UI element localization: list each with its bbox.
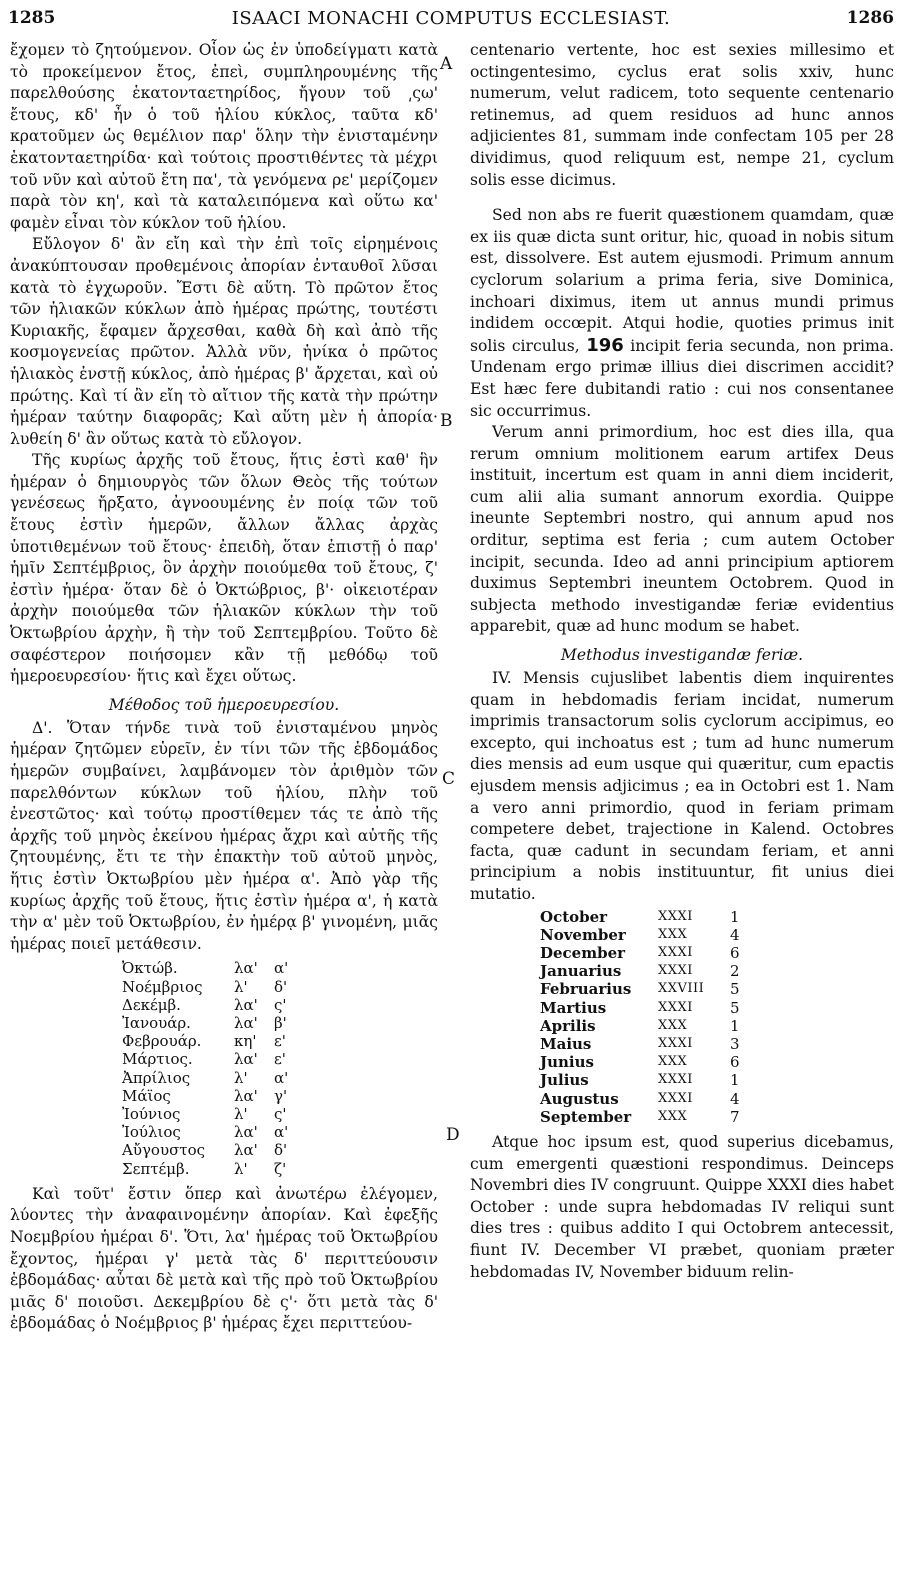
- month-days: XXXI: [658, 908, 693, 924]
- month-days: XXX: [658, 1054, 688, 1070]
- month-epact: 6: [730, 1053, 740, 1072]
- table-row: [540, 1053, 750, 1071]
- latin-month-table: [540, 908, 750, 1126]
- month-name: Ἰούνιος: [122, 1104, 181, 1123]
- margin-marker-d: D: [446, 1125, 460, 1145]
- greek-paragraph: Εὔλογον δ' ἂν εἴη καὶ τὴν ἐπὶ τοῖς εἰρημένοις ἀνακύπτουσαν προθεμένοις ἀπορίαν ἐνταυθοῖ λῦσαι κατὰ τὸ ἐγχωροῦν. Ἔστι δὲ αὕτη. Τὸ πρῶτον ἔτος τῶν ἡλιακῶν κύκλων ἀπὸ ἡμέρας πρώτης, τουτέστι Κυριακῆς, ἔφαμεν ἄρχεσθαι, καθὰ δὴ καὶ ἀπὸ τῆς κοσμογενείας πρῶτον. Ἀλλὰ νῦν, ἡνίκα ὁ πρῶτος ἡλιακὸς ἐνστῇ κύκλος, ἀπὸ ἡμέρας β' ἄρχεται, καὶ οὐ πρώτης. Καὶ τί ἂν εἴη τὸ αἴτιον τῆς κατὰ τὴν πρώτην ἡμέραν ταύτην διαφορᾶς; Καὶ αὕτη μὲν ἡ ἀπορία· λυθείη δ' ἂν οὕτως κατὰ τὸ εὔλογον.: [10, 235, 438, 448]
- month-days: λα': [234, 1141, 258, 1160]
- greek-paragraph: Τῆς κυρίως ἀρχῆς τοῦ ἔτους, ἥτις ἐστὶ καθ' ἣν ἡμέραν ὁ δημιουργὸς τῶν ὅλων Θεὸς τῆς τούτων γενέσεως ἤρξατο, ἀγνοουμένης ἐν ποίᾳ τῶν τοῦ ἔτους ἐστὶν ἡμερῶν, ἄλλων ἄλλας ἀρχὰς ὑποτιθεμένων τοῦ ἔτους· ἐπειδὴ, ὅταν ἐπιστῇ ὁ παρ' ἡμῖν Σεπτέμβριος, ὃν ἀρχὴν ποιούμεθα τοῦ ἔτους, ζ' ἐστὶν ἡμέρα· ὅταν δὲ ὁ Ὀκτώβριος, β'· οἰκειοτέραν ἀρχὴν ποιούμεθα τῶν ἡλιακῶν κύκλων τὴν τοῦ Ὀκτωβρίου ἀρχὴν, ἢ τὴν τοῦ Σεπτεμβρίου. Τοῦτο δὲ σαφέστερον ποιήσομεν κἂν τῇ μεθόδῳ τοῦ ἡμεροευρεσίου· ἥτις καὶ ἔχει οὕτως.: [10, 451, 438, 686]
- latin-paragraph: [470, 205, 894, 422]
- table-row: [122, 996, 288, 1014]
- month-name: Martius: [540, 998, 607, 1017]
- month-epact: 1: [730, 1071, 740, 1090]
- month-name: Junius: [540, 1053, 594, 1072]
- month-epact: ζ': [274, 1159, 287, 1178]
- month-name: Μάρτιος.: [122, 1050, 193, 1069]
- latin-section-heading: Methodus investigandæ feriæ.: [560, 646, 804, 665]
- latin-paragraph: Verum anni primordium, hoc est dies illa, qua rerum omnium molitionem earum artifex Deus instituit, incertum est quam in anni diem inciderit, cum alii alia sumant annorum exordia. Quippe ineunte Septembri nostro, qui annum apud nos orditur, septima est feria ; cum autem October incipit, secunda. Ideo ad anni principium aptiorem duximus Septembri ineuntem Octobrem. Quod in subjecta methodo investigandæ feriæ evidentius apparebit, quæ ad hunc modum se habet.: [470, 423, 894, 636]
- month-days: λα': [234, 1123, 258, 1142]
- table-row: [540, 926, 750, 944]
- table-row: [540, 1071, 750, 1089]
- month-epact: β': [274, 1013, 287, 1032]
- month-name: Φεβρουάρ.: [122, 1032, 202, 1051]
- latin-paragraph-end: incipit feria secunda, non prima. Undenam ergo primæ illius diei discrimen accidit? Est hæc fere dubitandi ratio : cui nos consentanee sic occurrimus.: [470, 336, 894, 420]
- month-name: Aprilis: [540, 1016, 596, 1035]
- margin-marker-a: A: [440, 54, 453, 74]
- table-row: [540, 1108, 750, 1126]
- table-row: [540, 999, 750, 1017]
- month-epact: 5: [730, 998, 740, 1017]
- page-number-left: 1285: [8, 8, 56, 28]
- table-row: [122, 978, 288, 996]
- table-row: [122, 1160, 288, 1178]
- month-epact: α': [274, 959, 289, 978]
- month-days: λ': [234, 1104, 248, 1123]
- month-days: XXXI: [658, 999, 693, 1015]
- month-days: XXXI: [658, 1072, 693, 1088]
- greek-column: [10, 40, 438, 1335]
- month-days: XXXI: [658, 963, 693, 979]
- table-row: [540, 944, 750, 962]
- table-row: [122, 959, 288, 977]
- month-name: Augustus: [540, 1089, 619, 1108]
- month-epact: 4: [730, 1089, 740, 1108]
- month-name: Maius: [540, 1034, 592, 1053]
- month-epact: 1: [730, 907, 740, 926]
- month-name: Februarius: [540, 980, 632, 999]
- table-row: [122, 1141, 288, 1159]
- table-row: [540, 908, 750, 926]
- month-days: λ': [234, 1159, 248, 1178]
- month-days: XXXI: [658, 944, 693, 960]
- table-row: [122, 1105, 288, 1123]
- margin-marker-b: B: [440, 411, 453, 431]
- greek-section-heading: Μέθοδος τοῦ ἡμεροευρεσίου.: [108, 695, 340, 714]
- month-days: XXX: [658, 1017, 688, 1033]
- month-epact: δ': [274, 977, 288, 996]
- month-name: Ἀπρίλιος: [122, 1068, 191, 1087]
- month-days: λα': [234, 1013, 258, 1032]
- table-row: [122, 1050, 288, 1068]
- month-epact: 6: [730, 943, 740, 962]
- month-name: September: [540, 1107, 632, 1126]
- month-epact: 3: [730, 1034, 740, 1053]
- page-header: [0, 8, 902, 36]
- latin-paragraph: Atque hoc ipsum est, quod superius dicebamus, cum emergenti quæstioni respondimus. Deinceps Novembri dies IV congruunt. Quippe XXXI dies habet October : unde supra hebdomadas IV reliqui sunt dies tres : quibus addito I qui Octobrem antecessit, fiunt IV. December VI præbet, quoniam præter hebdomadas IV, November biduum relin-: [470, 1133, 894, 1281]
- month-days: λα': [234, 1050, 258, 1069]
- month-epact: ε': [274, 1050, 286, 1069]
- month-days: XXVIII: [658, 981, 705, 997]
- month-epact: α': [274, 1068, 289, 1087]
- month-days: λ': [234, 1068, 248, 1087]
- month-name: Ὀκτώβ.: [122, 959, 178, 978]
- table-row: [540, 1017, 750, 1035]
- table-row: [122, 1014, 288, 1032]
- table-row: [122, 1123, 288, 1141]
- month-name: Σεπτέμβ.: [122, 1159, 190, 1178]
- greek-paragraph: ἔχομεν τὸ ζητούμενον. Οἷον ὡς ἐν ὑποδείγματι κατὰ τὸ προκείμενον ἔτος, ἐπεὶ, συμπληρουμένης τῆς παρελθούσης ἑκατονταετηρίδος, ἤγουν τοῦ ͵ςω' ἔτους, κδ' ἦν ὁ τοῦ ἡλίου κύκλος, ταῦτα κδ' κρατοῦμεν ὡς θεμέλιον παρ' ὅλην τὴν ἐνισταμένην ἑκατονταετηρίδα· καὶ τούτοις προστιθέντες τὰ μέχρι τοῦ νῦν καὶ αὐτοῦ ἔτη πα', τὰ γενόμενα ρε' μερίζομεν παρὰ τὸν κη', καὶ τὰ καταλειπόμενα καὶ οὕτω κα' φαμὲν εἶναι τὸν κύκλον τοῦ ἡλίου.: [10, 41, 438, 232]
- month-epact: 7: [730, 1107, 740, 1126]
- month-epact: 2: [730, 962, 740, 981]
- month-name: December: [540, 943, 626, 962]
- month-epact: 5: [730, 980, 740, 999]
- month-name: Αὔγουστος: [122, 1141, 206, 1160]
- month-epact: ς': [274, 995, 287, 1014]
- month-days: XXXI: [658, 1035, 693, 1051]
- month-days: XXX: [658, 926, 688, 942]
- table-row: [540, 962, 750, 980]
- greek-month-table: [122, 959, 288, 1177]
- month-name: Μάϊος: [122, 1086, 171, 1105]
- month-name: November: [540, 925, 626, 944]
- month-epact: α': [274, 1123, 289, 1142]
- month-name: Ἰούλιος: [122, 1123, 181, 1142]
- table-row: [540, 1035, 750, 1053]
- month-days: XXX: [658, 1108, 688, 1124]
- month-days: λα': [234, 959, 258, 978]
- month-name: Δεκέμβ.: [122, 995, 181, 1014]
- month-epact: 1: [730, 1016, 740, 1035]
- running-title: ISAACI MONACHI COMPUTUS ECCLESIAST.: [231, 8, 671, 29]
- table-row: [122, 1032, 288, 1050]
- month-name: Ἰανουάρ.: [122, 1013, 191, 1032]
- greek-paragraph: Καὶ τοῦτ' ἔστιν ὅπερ καὶ ἀνωτέρω ἐλέγομεν, λύοντες τὴν ἀναφαινομένην ἀπορίαν. Καὶ ἐφεξῆς Νοεμβρίου ἡμέραι δ'. Ὅτι, λα' ἡμέρας τοῦ Ὀκτωβρίου ἔχοντος, ἡμέραι γ' μετὰ τὰς δ' περιττεύουσιν ἑβδομάδας· αὗται δὲ μετὰ καὶ τῆς πρὸ τοῦ Ὀκτωβρίου μιᾶς δ' ποιοῦσι. Δεκεμβρίου δὲ ς'· ὅτι μετὰ τὰς δ' ἑβδομάδας ὁ Νοέμβριος β' ἡμέρας ἔχει περιττεύου-: [10, 1184, 438, 1333]
- month-days: κη': [234, 1032, 257, 1051]
- month-epact: ε': [274, 1032, 286, 1051]
- month-name: October: [540, 907, 608, 926]
- month-epact: δ': [274, 1141, 288, 1160]
- month-name: Νοέμβριος: [122, 977, 203, 996]
- month-epact: 4: [730, 925, 740, 944]
- table-row: [122, 1069, 288, 1087]
- month-days: λα': [234, 995, 258, 1014]
- month-days: λ': [234, 977, 248, 996]
- page-number-right: 1286: [846, 8, 894, 28]
- month-epact: ς': [274, 1104, 287, 1123]
- table-row: [122, 1087, 288, 1105]
- greek-paragraph: Δ'. Ὅταν τήνδε τινὰ τοῦ ἐνισταμένου μηνὸς ἡμέραν ζητῶμεν εὑρεῖν, ἐν τίνι τῶν τῆς ἑβδομάδος ἡμερῶν συμβαίνει, λαμβάνομεν τὸν ἀριθμὸν τῶν παρελθόντων κύκλων τοῦ ἡλίου, πλὴν τοῦ ἐνεστῶτος· καὶ τούτῳ προστίθεμεν τάς τε ἀπὸ τῆς ἀρχῆς τοῦ μηνὸς ἐκείνου ἡμέρας ἄχρι καὶ αὐτῆς τῆς ζητουμένης, ἔτι τε τὴν ἐπακτὴν τοῦ αὐτοῦ μηνὸς, ἥτις ἐστὶν Ὀκτωβρίου μὲν ἡμέρα α'. Ἀπὸ γὰρ τῆς κυρίως ἀρχῆς τοῦ ἔτους, ἥτις ἐστὶν ἡμέρα α', ἡ κατὰ τὴν α' μὲν τοῦ Ὀκτωβρίου, ἐν ἡμέρᾳ β' γινομένη, μιᾶς ἡμέρας ποιεῖ μετάθεσιν.: [10, 718, 438, 953]
- latin-paragraph: centenario vertente, hoc est sexies millesimo et octingentesimo, cyclus erat solis xxiv, hunc numerum, velut radicem, toto sequente centenario retinemus, ad quem residuos ad hunc annos adjicientes 81, summam inde confectam 105 per 28 dividimus, quod reliquum est, nempe 21, cyclum solis esse dicimus.: [470, 41, 894, 189]
- month-name: Julius: [540, 1071, 589, 1090]
- month-days: λα': [234, 1086, 258, 1105]
- table-row: [540, 1090, 750, 1108]
- margin-marker-c: C: [442, 769, 456, 789]
- table-row: [540, 980, 750, 998]
- month-days: XXXI: [658, 1090, 693, 1106]
- latin-paragraph: IV. Mensis cujuslibet labentis diem inquirentes quam in hebdomadis feriam incidat, numerum imprimis transactorum solis cyclorum accipimus, eo excepto, qui inchoatus est ; tum ad hunc numerum dies mensis ad eum usque qui quæritur, cum epactis ejusdem mensis adjicimus ; ea in Octobri est 1. Nam a vero anni primordio, quod in feriam primam competere debet, trajectione in Kalend. Octobres facta, quæ cadunt in secundam feriam, et anni principium a nobis instituuntur, fit unius diei mutatio.: [470, 669, 894, 903]
- month-name: Januarius: [540, 962, 622, 981]
- latin-column: [470, 40, 894, 1283]
- month-epact: γ': [274, 1086, 288, 1105]
- latin-paragraph-start: Sed non abs re fuerit quæstionem quamdam, quæ ex iis quæ dicta sunt oritur, hic, quoad in nobis situm est, dissolvere. Est autem ejusmodi. Primum annum cyclorum solarium a prima feria, sive Dominica, inchoari diximus, item ut annus mundi primus indidem occœpit. Atqui hodie, quoties primus init solis circulus,: [470, 206, 894, 355]
- paragraph-gap: [470, 191, 894, 205]
- column-number: 196: [586, 334, 624, 356]
